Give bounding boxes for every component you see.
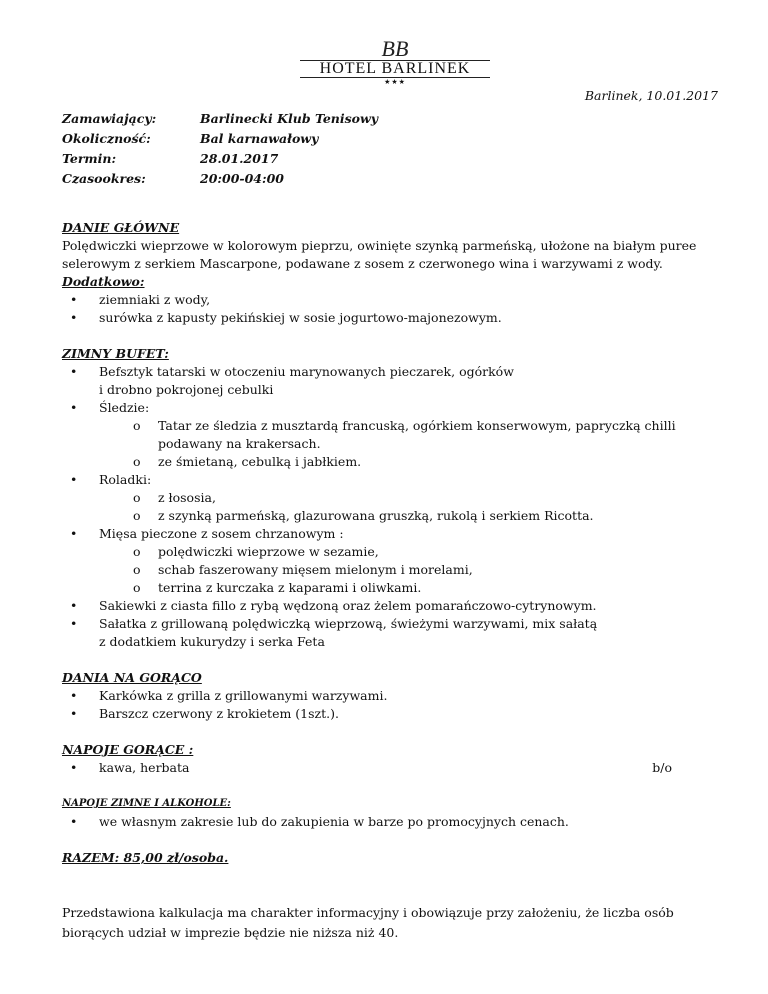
meta-value: 20:00-04:00	[200, 171, 284, 186]
list-item: • ziemniaki z wody,	[62, 291, 722, 309]
drinks-price-note: b/o	[652, 760, 672, 775]
sub-list-item: o ze śmietaną, cebulką i jabłkiem.	[62, 453, 722, 471]
meta-value: Barlinecki Klub Tenisowy	[200, 111, 379, 126]
section-title-hot-dishes: DANIA NA GORĄCO	[62, 670, 202, 685]
cold-drinks-list	[62, 813, 722, 831]
cold-buffet-list	[62, 363, 722, 651]
meta-key: Zamawiający:	[62, 111, 157, 126]
section-title-cold-drinks: NAPOJE ZIMNE I ALKOHOLE:	[62, 798, 231, 809]
main-dish-description: Polędwiczki wieprzowe w kolorowym pieprzu, owinięte szynką parmeńską, ułożone na białym puree selerowym z serkiem Mascarpone, podawane z sosem z czerwonego wina i warzywami z wody.	[62, 238, 697, 271]
logo-monogram-icon	[375, 36, 415, 60]
list-item	[62, 759, 722, 777]
section-title-main: DANIE GŁÓWNE	[62, 220, 180, 235]
sub-list-item: o schab faszerowany mięsem mielonym i morelami,	[62, 561, 722, 579]
meta-key: Okoliczność:	[62, 131, 151, 146]
item-line: • kawa, herbata	[99, 760, 190, 775]
meta-key: Termin:	[62, 151, 117, 166]
extras-title: Dodatkowo:	[62, 274, 145, 289]
meta-key: Czasookres:	[62, 171, 146, 186]
meta-row	[62, 169, 378, 189]
list-item: • Barszcz czerwony z krokietem (1szt.).	[62, 705, 722, 723]
item-line: i drobno pokrojonej cebulki	[99, 382, 274, 397]
hot-dishes-list	[62, 687, 722, 723]
list-item: • surówka z kapusty pekińskiej w sosie jogurtowo-majonezowym.	[62, 309, 722, 327]
menu-content	[62, 219, 722, 867]
footer-note: Przedstawiona kalkulacja ma charakter informacyjny i obowiązuje przy założeniu, że liczba osób biorących udział w imprezie będzie nie niższa niż 40.	[62, 905, 674, 940]
hotel-stars: ★★★	[384, 78, 406, 86]
item-line: Befsztyk tatarski w otoczeniu marynowanych pieczarek, ogórków	[99, 364, 514, 379]
meta-value: Bal karnawałowy	[200, 131, 319, 146]
hotel-logo	[300, 36, 490, 86]
section-title-cold-buffet: ZIMNY BUFET:	[62, 346, 169, 361]
list-item	[62, 615, 722, 651]
section-title-hot-drinks: NAPOJE GORĄCE :	[62, 742, 194, 757]
sub-list-item: o z szynką parmeńską, glazurowana gruszką, rukolą i serkiem Ricotta.	[62, 507, 722, 525]
meta-value: 28.01.2017	[200, 151, 279, 166]
sub-list-item: o z łososia,	[62, 489, 722, 507]
sub-list-item	[62, 417, 722, 453]
sub-list-item: o terrina z kurczaka z kaparami i oliwkami.	[62, 579, 722, 597]
meta-row	[62, 149, 378, 169]
svg-text:BB: BB	[381, 36, 409, 60]
place-date: Barlinek, 10.01.2017	[584, 88, 718, 103]
list-item: • Karkówka z grilla z grillowanymi warzywami.	[62, 687, 722, 705]
total-price: RAZEM: 85,00 zł/osoba.	[62, 850, 229, 865]
order-meta	[62, 109, 378, 189]
list-item: • Śledzie:	[62, 399, 722, 417]
list-item: • we własnym zakresie lub do zakupienia w barze po promocyjnych cenach.	[62, 813, 722, 831]
sub-list-item: o polędwiczki wieprzowe w sezamie,	[62, 543, 722, 561]
item-line: z dodatkiem kukurydzy i serka Feta	[99, 634, 325, 649]
item-line: Tatar ze śledzia z musztardą francuską, ogórkiem konserwowym, papryczką chilli	[158, 418, 676, 433]
item-line: Sałatka z grillowaną polędwiczką wieprzową, świeżymi warzywami, mix sałatą	[99, 616, 598, 631]
list-item: • Roladki:	[62, 471, 722, 489]
meta-row	[62, 129, 378, 149]
list-item: • Sakiewki z ciasta fillo z rybą wędzoną oraz żelem pomarańczowo-cytrynowym.	[62, 597, 722, 615]
item-line: podawany na krakersach.	[158, 436, 321, 451]
extras-list	[62, 291, 722, 327]
hot-drinks-list	[62, 759, 722, 777]
list-item: • Mięsa pieczone z sosem chrzanowym :	[62, 525, 722, 543]
hotel-name: HOTEL BARLINEK	[300, 60, 490, 78]
list-item	[62, 363, 722, 399]
meta-row	[62, 109, 378, 129]
